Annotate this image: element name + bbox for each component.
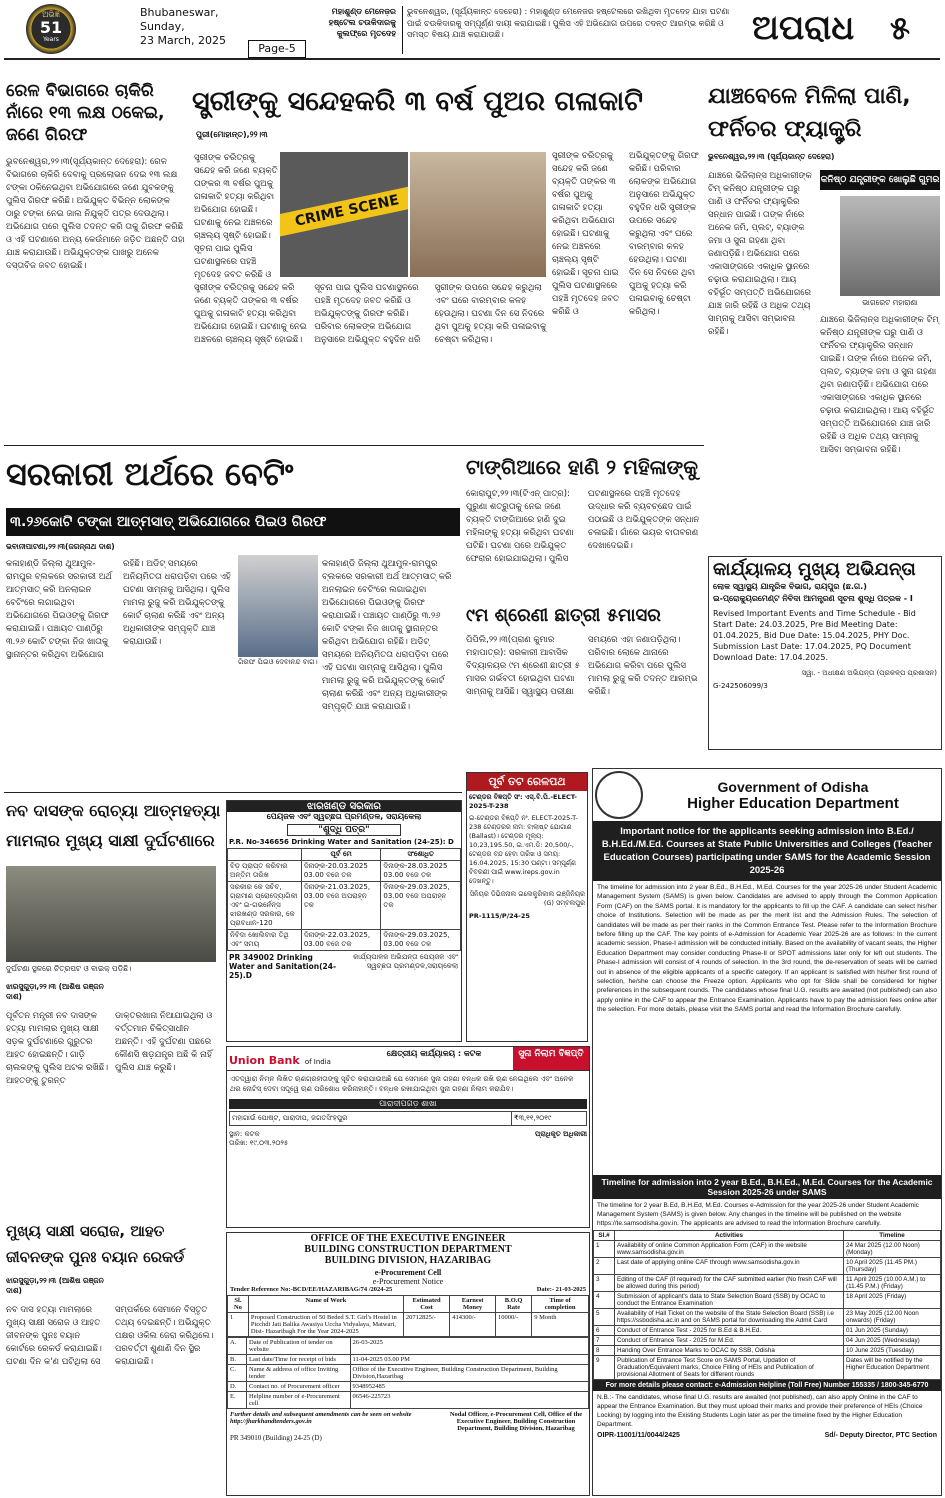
- ad-odisha-higher-education: [592, 768, 942, 1496]
- ad-jharkhand-table: [227, 848, 461, 951]
- article-body-witness-accident: ପୂର୍ବତନ ମନ୍ତ୍ରୀ ନବ ଦାସଙ୍କ ହତ୍ୟା ମାମଲାର ମୁଖ୍ୟ ସାକ୍ଷୀ ସଡ଼କ ଦୁର୍ଘଟଣାରେ ଗୁରୁତର ଆହତ ହୋଇଛନ୍ତି। ଗାଡ଼ି ଚାଲକଙ୍କୁ ପୁଲିସ ଅଟକ ରଖିଛି। ଆହତଙ୍କୁ ତୁରନ୍ତ ଡାକ୍ତରଖାନା ନିଆଯାଇଥିଲା ଓ ବର୍ତ୍ତମାନ ଚିକିତ୍ସାଧୀନ ଅଛନ୍ତି। ଏହି ଦୁର୍ଘଟଣା ପଛରେ କୌଣସି ଷଡ଼ଯନ୍ତ୍ର ଅଛି କି ନାହିଁ ପୁଲିସ ଯାଞ୍ଚ କରୁଛି।: [6, 1011, 213, 1086]
- crime-scene-tape: CRIME SCENE: [280, 185, 408, 238]
- subhead-betting: ୩.୨୬କୋଟି ଟଙ୍କା ଆତ୍ମସାତ୍ ଅଭିଯୋଗରେ ପିଇଓ ଗିରଫ: [6, 508, 460, 536]
- table-row: 1 Proposed Construction of 50 Beded S.T. Girl's Hostel in Picchdi Jati Balika Awasiya Uccha Vidyalaya, Matwari, Dist- Hazaribagh For the Year 2024-2025 20712825/- 414300/- 10000/- 9 Month: [228, 1313, 589, 1337]
- article-body-axe-murder: କୋରାପୁଟ,୨୨।୩(ଟିଏନ୍ ପାତ୍ର): ପୁରୁଣା ଶତ୍ରୁତାକୁ ନେଇ ଜଣେ ବ୍ୟକ୍ତି ଟାଙ୍ଗିଆରେ ହାଣି ଦୁଇ ମହିଳାଙ୍କୁ ହତ୍ୟା କରିଥିବା ଘଟଣା ଘଟିଛି। ଘଟଣା ପରେ ଅଭିଯୁକ୍ତ ଫେରାର ହୋଇଯାଇଥିଲା। ପୁଲିସ ଘଟଣାସ୍ଥଳରେ ପହଞ୍ଚି ମୃତଦେହ ଉଦ୍ଧାର କରି ବ୍ୟବଚ୍ଛେଦ ପାଇଁ ପଠାଇଛି ଓ ଅଭିଯୁକ୍ତଙ୍କ ସନ୍ଧାନ ଚଳାଇଛି। ଗାଁରେ ଭୟର ବାତାବରଣ ଦେଖାଦେଇଛି।: [466, 489, 700, 564]
- page-label: Page-5: [248, 40, 306, 58]
- table-row: ନିବିଦା ଖୋଲିବାର ତିଥି ଏବଂ ସମୟ ଦିନାଙ୍କ-22.03.2025, 03.00 ବଜେ ତକ ଦିନାଙ୍କ-29.03.2025, 03.00 ବଜେ ତକ: [228, 930, 461, 951]
- ad-railway-title: ପୂର୍ବ ତଟ ରେଳପଥ: [467, 773, 587, 791]
- odisha-timeline-title: Timeline for admission into 2 year B.Ed., B.H.Ed., M.Ed. Courses for the Academic Session 2025-26 under SAMS: [593, 1175, 941, 1199]
- table-row: B. Last date/Time for receipt of bids 11-04-2025 03.00 PM: [228, 1355, 589, 1365]
- hazaribag-cell: e-Procurement Cell: [374, 1268, 442, 1277]
- engineer-tag: କନିଷ୍ଠ ଯନ୍ତ୍ରୀଙ୍କ ଖୋଲୁଛି ଗୁମର: [820, 170, 940, 190]
- date: 23 March, 2025: [140, 34, 227, 47]
- union-bank-office: କ୍ଷେତ୍ରୀୟ କାର୍ଯ୍ୟାଳୟ : କଟକ: [386, 1049, 482, 1058]
- headline-witness-accident: ନବ ଦାସଙ୍କ ରୋଚ୍ୟା ଆତ୍ମହତ୍ୟା ମାମଲାର ମୁଖ୍ୟ ସାକ୍ଷୀ ଦୁର୍ଘଟଣାରେ: [6, 801, 221, 850]
- teaser-text: ଭୁବନେଶ୍ୱର, (ସୂର୍ଯ୍ୟକାନ୍ତ ଦେହେରା) : ମହାଶୁଣ୍ଡ ମେନେଜର ହଷ୍ଟେଲରେ ରଖିଥିବା ମୃତଦେହ ଯାହା ଘଟଣା ପାଇଁ ଚଉକିଦାରକୁ ସମ୍ପୂର୍ଣ୍ଣ ଦାୟୀ କରାଯାଇଛି। ପୁଲିସ ଏହି ଅଭିଯୋଗ ଉପରେ ତଦନ୍ତ ଆରମ୍ଭ କରିଛି ଓ ସମସ୍ତ ବିଷୟ ଯାଞ୍ଚ କରାଯାଉଛି।: [402, 6, 739, 54]
- headline-axe-murder: ଟାଙ୍ଗିଆରେ ହାଣି ୨ ମହିଳାଙ୍କୁ: [466, 455, 699, 479]
- table-row: ସରକାର କେ ସଚିବ, ଗ୍ରାମୀଣ ପ୍ରୋଦ୍ୟୋଗିକୀ ଏବଂ ଇ-ଗଭର୍ନେନ୍ସ ଝାରଖଣ୍ଡ ସରକାର, କେ ପ୍ରାବଧାନ-120 ଦିନାଙ୍କ-21.03.2025, 03.00 ବଜେ ଅପରାହ୍ନ ତକ ଦିନାଙ୍କ-29.03.2025, 03.00 ବଜେ ଅପରାହ୍ନ ତକ: [228, 882, 461, 930]
- page-number: ୫: [890, 9, 910, 47]
- day: Sunday,: [140, 20, 185, 33]
- teaser-label: ମହାଶୁଣ୍ଡ ମେନେଜ଼ର ହଷ୍ଟେଲ ଚଉକିଦାରକୁ କୁଲଫ୍ରେ ମୃତଦେହ: [328, 7, 396, 38]
- ad-hazaribag: [226, 1232, 590, 1496]
- table-row: ବିଡ଼ ପ୍ରାପ୍ତ କରିବାର ଅନ୍ତିମ ତାରିଖ ଦିନାଙ୍କ-20.03.2025 03.00 ବଜେ ତକ ଦିନାଙ୍କ-28.03.2025 03.00 ବଜେ ତକ: [228, 861, 461, 882]
- dateline-engineer-raid: ଭୁବନେଶ୍ୱର,୨୨।୩ (ସୂର୍ଯ୍ୟକାନ୍ତ ଦେହେରା): [708, 152, 835, 161]
- ad-raipur-title: କାର୍ଯ୍ୟାଳୟ ମୁଖ୍ୟ ଅଭିଯନ୍ତା: [713, 559, 916, 580]
- ad-jharkhand-sub: ପେୟଜଳ ଏବଂ ସ୍ୱଚ୍ଛତା ପ୍ରମଣ୍ଡଳ, ସରାୟକେଲା: [266, 812, 422, 821]
- dateline-witness-statement: ଝାରସୁଗୁଡ଼ା,୨୨।୩ (ଆଶିଷ ରଞ୍ଜନ ଦାଶ): [6, 1276, 104, 1295]
- headline-child-murder: ସ୍ତ୍ରୀଙ୍କୁ ସନ୍ଦେହକରି ୩ ବର୍ଷ ପୁଅର ଗଳାକାଟି: [192, 86, 643, 117]
- ad-railway-code: PR-1115/P/24-25: [469, 912, 530, 920]
- ad-raipur-body: Revised Important Events and Time Schedule - Bid Start Date: 24.03.2025, Pre Bid Meeting Date: 01.04.2025, Bid Due Date: 15.04.2025, PHY Doc. Submission Last Date: 17.04.2025, PQ Document Download Date: 17.04.2025.: [713, 609, 916, 662]
- hazaribag-table: Sl. No Name of Work Estimated Cost Earnest Money B.O.Q Rate Time of completion 1 Proposed Construction of 50 Beded S.T. Girl's Hostel in Picchdi Jati Balika Awasiya Uccha Vidyalaya, Matwari, Dist- Hazaribagh For the Year 2024-2025 20712825/- 414300/- 10000/- 9 Month: [227, 1295, 589, 1337]
- headline-student-pregnant: ୯ମ ଶ୍ରେଣୀ ଛାତ୍ରୀ ୫ମାସର: [466, 605, 661, 626]
- table-row: 4 Submission of applicant's data to State Selection Board (SSB) by OCAC to conduct the Entrance Examination 18 April 2025 (Friday): [594, 1292, 941, 1309]
- hazaribag-items: [227, 1337, 589, 1409]
- ad-raipur-sub1: ଲୋକ ସ୍ୱାସ୍ଥ୍ୟ ଯାନ୍ତ୍ରିକ ବିଭାଗ, ରାୟପୁର (ଛ.ଗ.): [713, 582, 867, 591]
- article-body-witness-statement: ନବ ଦାସ ହତ୍ୟା ମାମଲାରେ ମୁଖ୍ୟ ସାକ୍ଷୀ ସରୋଜ ଓ ଆହତ ଜୀବନଙ୍କ ପୁନଃ ବୟାନ କୋର୍ଟରେ ରେକର୍ଡ କରାଯାଇଛି। ଘଟଣା ଦିନ କ'ଣ ଘଟିଥିଲା ସେ ସମ୍ପର୍କରେ ସେମାନେ ବିସ୍ତୃତ ତଥ୍ୟ ଦେଇଛନ୍ତି। ଅଭିଯୁକ୍ତ ପକ୍ଷର ଓକିଲ ଜେରା କରିଥିଲେ। ପରବର୍ତ୍ତୀ ଶୁଣାଣି ଦିନ ସ୍ଥିର କରାଯାଇଛି।: [6, 1305, 214, 1367]
- union-bank-row: ମହାଗାଉଁ ପୋଷ୍ଟ, ପାରାଦୀପ, ଜଗତସିଂହପୁର: [232, 1114, 348, 1122]
- engineer-photo: [840, 196, 940, 296]
- hazaribag-title2: BUILDING CONSTRUCTION DEPARTMENT: [304, 1244, 512, 1255]
- table-row: D. Contact no. of Procurement officer 9348952485: [228, 1382, 589, 1392]
- article-body-betting-1: କଳାହାଣ୍ଡି ଜିଲ୍ଲା ଥୁଆମୁଳ-ରାମପୁର ବ୍ଲକରେ ସରକାରୀ ଅର୍ଥ ଆତ୍ମସାତ୍ କରି ଅନଲାଇନ ବେଟିଂରେ ଲଗାଇଥିବା ଅଭିଯୋଗରେ ପିଇଓଙ୍କୁ ଗିରଫ କରାଯାଇଛି। ପଞ୍ଚାୟତ ପାଣ୍ଠିରୁ ୩.୨୬ କୋଟି ଟଙ୍କା ନିଜ ଖାତାକୁ ସ୍ଥାନାନ୍ତର କରିଥିବା ଅଭିଯୋଗ ରହିଛି। ଅଡିଟ୍ ସମୟରେ ଅନିୟମିତତା ଧରାପଡ଼ିବା ପରେ ଏହି ଘଟଣା ସାମ୍ନାକୁ ଆସିଥିଲା। ପୁଲିସ ମାମଲା ରୁଜୁ କରି ଅଭିଯୁକ୍ତଙ୍କୁ କୋର୍ଟ ଚାଲାଣ କରିଛି ଏବଂ ଅନ୍ୟ ଅଧିକାରୀଙ୍କ ସମ୍ପୃକ୍ତି ଯାଞ୍ଚ କରାଯାଉଛି।: [6, 559, 231, 660]
- odisha-timeline-intro: The timeline for 2 year B.Ed, B.H.Ed, M.Ed. Courses e-Admission for the year 2025-26 under Student Academic Management System (SAMS) is given below. Any changes in the timeline will be published on the website https://te.samsodisha.gov.in. The applicants are advised to read the Information Brochure carefully.: [597, 1202, 919, 1227]
- odisha-title1: Government of Odisha: [717, 778, 869, 795]
- union-bank-sub: of India: [304, 1058, 331, 1066]
- article-body-child-murder-3: ସ୍ତ୍ରୀଙ୍କ ଚରିତ୍ରକୁ ସନ୍ଦେହ କରି ଜଣେ ବ୍ୟକ୍ତି ତାଙ୍କର ୩ ବର୍ଷର ପୁଅକୁ ଗଳାକାଟି ହତ୍ୟା କରିଥିବା ଅଭିଯୋଗ ହୋଇଛି। ଘଟଣାକୁ ନେଇ ଅଞ୍ଚଳରେ ଚାଞ୍ଚଲ୍ୟ ସୃଷ୍ଟି ହୋଇଛି। ସୂଚନା ପାଇ ପୁଲିସ ଘଟଣାସ୍ଥଳରେ ପହଞ୍ଚି ମୃତଦେହ ଜବତ କରିଛି ଓ ଅଭିଯୁକ୍ତଙ୍କୁ ଗିରଫ କରିଛି। ପରିବାର ଲୋକଙ୍କ ଅଭିଯୋଗ ଅନୁସାରେ ଅଭିଯୁକ୍ତ ବହୁଦିନ ଧରି ସ୍ତ୍ରୀଙ୍କ ଉପରେ ସନ୍ଦେହ କରୁଥିଲା ଏବଂ ଘରେ ବାରମ୍ବାର କଳହ ହେଉଥିଲା। ଘଟଣା ଦିନ ସେ ନିଦରେ ଥିବା ପୁଅକୁ ହତ୍ୟା କରି ପଳାଇବାକୁ ଚେଷ୍ଟା କରିଥିଲା।: [552, 151, 699, 317]
- logo-number: 51: [39, 18, 63, 37]
- jharkhand-col-new: ସଂଶୋଧିତ: [381, 849, 461, 861]
- odisha-body: The timeline for admission into 2 year B.Ed., B.H.Ed., M.Ed. Courses for the year 2025-26 under Student Academic Management System (SAMS) is given below. Candidates are advised to apply through the Common Application Form (CAF) on the SAMS portal. It is mandatory for the applicants to fill up the CAF. A candidate can select his/her choice of Institutions. Selection will be made as per the merit list and the Admission Rules. The selection of candidates will be made as per their ranks in the Common Entrance Test. Please refer to the Information Brochure before filling up the CAF. The key points of e-Admission for Academic Year 2025-26 are as follows: In the current academic session, Phase-I admission will be conducted initially. Based on the availability of vacant seats, the Higher Education Department may consider conducting Phase-II or SPOT admissions later only for left out students. The Phase-I admission will consist of 4 rounds of selection. In the 3rd round, the de-reservation of seats will be carried out in absence of the eligible applicants of a specific category. If an applicant is satisfied with his/her first round of selection, he/she can choose the Freeze option. Applicants who opt for Slide shall be considered for higher preferences in the subsequent rounds. The candidates whose final U.G. results are awaited (not published) can also apply online in the CAF to appear the Entrance Examination. Applicants have to pay the admission fees online after the selection. For more details, please visit the SAMS portal and read the Information Brochure carefully.: [597, 884, 937, 1014]
- ad-jharkhand: [226, 800, 462, 1042]
- jharkhand-col-old: ପୂର୍ବ ମେ: [301, 849, 381, 861]
- union-bank-sign: ପ୍ରାଧିକୃତ ଅଧିକାରୀ: [534, 1130, 587, 1138]
- newspaper-logo: [26, 4, 76, 54]
- table-row: 6 Conduct of Entrance Test - 2025 for B.Ed & B.H.Ed. 01 Jun 2025 (Sunday): [594, 1326, 941, 1336]
- crime-scene-photo: [280, 152, 408, 277]
- odisha-helpline: For more details please contact: e-Admission Helpline (Toll Free) Number 155335 / 1800-345-6770: [593, 1380, 941, 1391]
- betting-accused-photo: [238, 555, 318, 657]
- dateline-betting: ଭବାନୀପାଟଣା,୨୨।୩(ଜଗନ୍ନାଥ ଦାଶ): [6, 542, 115, 551]
- table-row: 8 Handing Over Entrance Marks to OCAC by SSB, Odisha 10 June 2025 (Tuesday): [594, 1346, 941, 1356]
- article-body-engineer-raid-1: ଯାଞ୍ଚରେ ଭିଜିଲାନ୍ସ ଅଧିକାରୀଙ୍କ ଟିମ୍ କନିଷ୍ଠ ଯନ୍ତ୍ରୀଙ୍କ ଘରୁ ପାଣି ଓ ଫର୍ନିଚର ଫ୍ୟାକ୍ଟ୍ରିର ସନ୍ଧାନ ପାଇଛି। ତାଙ୍କ ନାଁରେ ଅନେକ ଜମି, ପ୍ଲଟ୍, ବ୍ୟାଙ୍କ ଜମା ଓ ସୁନା ଗହଣା ଥିବା ଜଣାପଡ଼ିଛି। ଅଭିଯୋଗ ପରେ ଏକାସାଙ୍ଗରେ ଏକାଧିକ ସ୍ଥାନରେ ଚଢ଼ାଉ କରାଯାଇଥିଲା। ଆୟ ବହିର୍ଭୂତ ସମ୍ପତ୍ତି ଅଭିଯୋଗରେ ଯାଞ୍ଚ ଜାରି ରହିଛି ଓ ଅଧିକ ତଥ୍ୟ ସାମ୍ନାକୁ ଆସିବା ସମ୍ଭାବନା ରହିଛି।: [708, 171, 812, 337]
- article-body-engineer-raid-2: ଯାଞ୍ଚରେ ଭିଜିଲାନ୍ସ ଅଧିକାରୀଙ୍କ ଟିମ୍ କନିଷ୍ଠ ଯନ୍ତ୍ରୀଙ୍କ ଘରୁ ପାଣି ଓ ଫର୍ନିଚର ଫ୍ୟାକ୍ଟ୍ରିର ସନ୍ଧାନ ପାଇଛି। ତାଙ୍କ ନାଁରେ ଅନେକ ଜମି, ପ୍ଲଟ୍, ବ୍ୟାଙ୍କ ଜମା ଓ ସୁନା ଗହଣା ଥିବା ଜଣାପଡ଼ିଛି। ଅଭିଯୋଗ ପରେ ଏକାସାଙ୍ଗରେ ଏକାଧିକ ସ୍ଥାନରେ ଚଢ଼ାଉ କରାଯାଇଥିଲା। ଆୟ ବହିର୍ଭୂତ ସମ୍ପତ୍ତି ଅଭିଯୋଗରେ ଯାଞ୍ଚ ଜାରି ରହିଛି ଓ ଅଧିକ ତଥ୍ୟ ସାମ୍ନାକୁ ଆସିବା ସମ୍ଭାବନା ରହିଛି।: [820, 315, 939, 455]
- logo-sub: Years: [43, 36, 59, 43]
- article-body-student-pregnant: ପିପିଲି,୨୨।୩(ପ୍ରାଣ କୁମାର ମହାପାତ୍ର): ସରକାରୀ ଆବାସିକ ବିଦ୍ୟାଳୟର ୯ମ ଶ୍ରେଣୀ ଛାତ୍ରୀ ୫ ମାସର ଗର୍ଭବତୀ ହୋଇଥିବା ଘଟଣା ସାମ୍ନାକୁ ଆସିଛି। ସ୍ୱାସ୍ଥ୍ୟ ପରୀକ୍ଷା ସମୟରେ ଏହା ଜଣାପଡ଼ିଥିଲା। ପରିବାର ଲୋକେ ଥାନାରେ ଅଭିଯୋଗ କରିବା ପରେ ପୁଲିସ ମାମଲା ରୁଜୁ କରି ତଦନ୍ତ ଆରମ୍ଭ କରିଛି।: [466, 635, 698, 697]
- odisha-title2: Higher Education Department: [687, 794, 899, 812]
- union-bank-branch: ପାରାଦୀପଗଡ଼ ଶାଖା: [229, 1099, 587, 1109]
- union-bank-name: Union Bank: [229, 1054, 300, 1067]
- ad-jharkhand-ref: P.R. No-346656 Drinking Water and Sanitation (24-25): D: [229, 838, 454, 846]
- ad-raipur-code: G-242506099/3: [713, 682, 768, 690]
- table-row: 1 Availability of online Common Application Form (CAF) in the website www.samsodisha.gov.in 24 Mar 2025 (12.00 Noon) (Monday): [594, 1241, 941, 1258]
- masthead-rule: [4, 58, 940, 60]
- ad-jharkhand-footer: PR 349002 Drinking Water and Sanitation(24-25).D: [229, 953, 337, 980]
- masthead-dateline: [140, 6, 250, 56]
- hazaribag-code: PR 349010 (Building) 24-25 (D): [230, 1434, 322, 1442]
- accident-photo-caption: ଦୁର୍ଘଟଣା ସ୍ଥଳରେ ଚିତ୍ରପଟ ଓ ବାଇକ୍ ପଡ଼ିଛି।: [6, 964, 132, 973]
- ad-union-bank: [226, 1046, 590, 1228]
- ad-railway: [466, 772, 588, 1042]
- ad-jharkhand-footer-right: କାର୍ଯ୍ୟପାଳକ ଅଭିଯନ୍ତା ପେୟଜଳ ଏବଂ ସ୍ୱଚ୍ଛତା ପ୍ରମଣ୍ଡଳ,ସରାୟକେଲା: [353, 953, 459, 970]
- article-body-railway-fraud: ଭୁବନେଶ୍ୱର,୨୨।୩(ସୂର୍ଯ୍ୟକାନ୍ତ ଦେହେରା): ରେଳ ବିଭାଗରେ ଚାକିରି ଦେବାକୁ ପ୍ରଲୋଭନ ଦେଇ ୧୩ ଲକ୍ଷ ଟଙ୍କା ଠକିନେଇଥିବା ଅଭିଯୋଗରେ ଜଣେ ଯୁବକଙ୍କୁ ପୁଲିସ ଗିରଫ କରିଛି। ଅଭିଯୁକ୍ତ ବିଭିନ୍ନ ଲୋକଙ୍କ ଠାରୁ ଟଙ୍କା ନେଇ ଜାଲ ନିଯୁକ୍ତି ପତ୍ର ଦେଉଥିଲା। ଅଭିଯୋଗ ପରେ ପୁଲିସ ତଦନ୍ତ କରି ତାକୁ ଗିରଫ କରିଛି ଓ ଏହି ଘଟଣାରେ ଅନ୍ୟ କେଉଁମାନେ ଜଡ଼ିତ ଅଛନ୍ତି ତାହା ଯାଞ୍ଚ କରାଯାଉଛି। ଅଭିଯୁକ୍ତଙ୍କ ପାଖରୁ ଅନେକ ଦସ୍ତାବିଜ ଜବତ ହୋଇଛି।: [6, 157, 185, 271]
- union-bank-place: ସ୍ଥାନ: କଟକ: [229, 1130, 260, 1138]
- ad-jharkhand-notice: "ଶୁଦ୍ଧି ପତ୍ର": [287, 824, 401, 836]
- hazaribag-ref: Tender Reference No:-BCD/EE/HAZARIBAG/74 /2024-25: [230, 1286, 393, 1293]
- dateline-witness-accident: ଝାରସୁଗୁଡ଼ା,୨୨।୩ (ଆଶିଷ ରଞ୍ଜନ ଦାଶ): [6, 982, 104, 1001]
- hazaribag-title1: OFFICE OF THE EXECUTIVE ENGINEER: [310, 1233, 506, 1244]
- table-row: A. Date of Publication of tender on website 26-03-2025: [228, 1338, 589, 1355]
- headline-engineer-raid: ଯାଞ୍ଚବେଳେ ମିଳିଲା ପାଣି, ଫର୍ନିଚର ଫ୍ୟାକ୍ଟ୍ରି: [708, 84, 911, 142]
- ad-railway-sign: ସିନିୟର ଡିଭିଜନାଲ ଇଲେକ୍ଟ୍ରିକାଲ ଇଞ୍ଜିନିୟର (G) ସମ୍ବଲପୁର: [469, 890, 585, 907]
- article-body-betting-2: କଳାହାଣ୍ଡି ଜିଲ୍ଲା ଥୁଆମୁଳ-ରାମପୁର ବ୍ଲକରେ ସରକାରୀ ଅର୍ଥ ଆତ୍ମସାତ୍ କରି ଅନଲାଇନ ବେଟିଂରେ ଲଗାଇଥିବା ଅଭିଯୋଗରେ ପିଇଓଙ୍କୁ ଗିରଫ କରାଯାଇଛି। ପଞ୍ଚାୟତ ପାଣ୍ଠିରୁ ୩.୨୬ କୋଟି ଟଙ୍କା ନିଜ ଖାତାକୁ ସ୍ଥାନାନ୍ତର କରିଥିବା ଅଭିଯୋଗ ରହିଛି। ଅଡିଟ୍ ସମୟରେ ଅନିୟମିତତା ଧରାପଡ଼ିବା ପରେ ଏହି ଘଟଣା ସାମ୍ନାକୁ ଆସିଥିଲା। ପୁଲିସ ମାମଲା ରୁଜୁ କରି ଅଭିଯୁକ୍ତଙ୍କୁ କୋର୍ଟ ଚାଲାଣ କରିଛି ଏବଂ ଅନ୍ୟ ଅଧିକାରୀଙ୍କ ସମ୍ପୃକ୍ତି ଯାଞ୍ଚ କରାଯାଉଛି।: [322, 559, 452, 712]
- table-row: 3 Editing of the CAF (if required) for the CAF submitted earlier (No fresh CAF will be allowed during this period) 11 April 2025 (10.00 A.M.) to (11.45 P.M.) (Friday): [594, 1275, 941, 1292]
- dateline-child-murder: ପୁରୀ(ମୋହାନ୍ତ),୨୨।୩: [196, 130, 268, 139]
- logo-word: ଅଭିଜ୍ଞ: [42, 10, 60, 19]
- article-body-child-murder-2: ସ୍ତ୍ରୀଙ୍କ ଚରିତ୍ରକୁ ସନ୍ଦେହ କରି ଜଣେ ବ୍ୟକ୍ତି ତାଙ୍କର ୩ ବର୍ଷର ପୁଅକୁ ଗଳାକାଟି ହତ୍ୟା କରିଥିବା ଅଭିଯୋଗ ହୋଇଛି। ଘଟଣାକୁ ନେଇ ଅଞ୍ଚଳରେ ଚାଞ୍ଚଲ୍ୟ ସୃଷ୍ଟି ହୋଇଛି। ସୂଚନା ପାଇ ପୁଲିସ ଘଟଣାସ୍ଥଳରେ ପହଞ୍ଚି ମୃତଦେହ ଜବତ କରିଛି ଓ ଅଭିଯୁକ୍ତଙ୍କୁ ଗିରଫ କରିଛି। ପରିବାର ଲୋକଙ୍କ ଅଭିଯୋଗ ଅନୁସାରେ ଅଭିଯୁକ୍ତ ବହୁଦିନ ଧରି ସ୍ତ୍ରୀଙ୍କ ଉପରେ ସନ୍ଦେହ କରୁଥିଲା ଏବଂ ଘରେ ବାରମ୍ବାର କଳହ ହେଉଥିଲା। ଘଟଣା ଦିନ ସେ ନିଦରେ ଥିବା ପୁଅକୁ ହତ୍ୟା କରି ପଳାଇବାକୁ ଚେଷ୍ଟା କରିଥିଲା।: [194, 283, 547, 345]
- table-row: 5 Availability of Hall Ticket on the website of the State Selection Board (SSB) i.e https://ssbodisha.ac.in and on SAMS portal for downloading the Admit Card 23 May 2025 (12.00 Noon onwards) (Friday): [594, 1309, 941, 1326]
- ad-jharkhand-title: ଝାରଖଣ୍ଡ ସରକାର: [227, 801, 461, 812]
- union-bank-date: ତାରିଖ: ୧୯.୦୩.୨୦୨୫: [229, 1139, 289, 1147]
- table-row: 9 Publication of Entrance Test Score on SAMS Portal, Updation of Graduation/Equivalent marks, Choice Filling of HEIs and Publication of provisional Allotment of Seats for different rounds Dates will be notified by the Higher Education Department: [594, 1356, 941, 1380]
- city: Bhubaneswar,: [140, 6, 219, 19]
- union-bank-body: ଏତଦ୍ୱାରା ନିମ୍ନ ଲିଖିତ ଋଣଗ୍ରହୀତାଙ୍କୁ ସୂଚିତ କରାଯାଉଅଛି ଯେ ସେମାନେ ସୁନା ଗହଣା ବନ୍ଧକ ରଖି ଋଣ ନେଇଥିଲେ ଏବଂ ଅନେକ ଥର ନୋଟିସ୍ ଦେବା ସତ୍ତ୍ୱେ ଋଣ ପରିଶୋଧ କରିନାହାନ୍ତି। ବନ୍ଧକ ରଖାଯାଇଥିବା ସୁନା ଗହଣା ନିଲାମ କରାଯିବ।: [230, 1075, 574, 1093]
- child-photo: [410, 152, 546, 277]
- hazaribag-date: Date:- 21-03-2025: [536, 1286, 586, 1293]
- odisha-nb: N.B.:- The candidates, whose final U.G. results are awaited (not published), can also apply Online in the CAF to appear the Entrance Examination. But they must upload their marks and provide their preference of HEIs (Choice Locking) by logging into the Existing Students Login later as per the timeline fixed by the Higher Education Department.: [597, 1394, 923, 1428]
- table-row: E. Helpline number of e-Procurement cell 06546-225723: [228, 1392, 589, 1409]
- section-title: ଅପରାଧ: [752, 8, 855, 48]
- article-body-child-murder-1: ସ୍ତ୍ରୀଙ୍କ ଚରିତ୍ରକୁ ସନ୍ଦେହ କରି ଜଣେ ବ୍ୟକ୍ତି ତାଙ୍କର ୩ ବର୍ଷର ପୁଅକୁ ଗଳାକାଟି ହତ୍ୟା କରିଥିବା ଅଭିଯୋଗ ହୋଇଛି। ଘଟଣାକୁ ନେଇ ଅଞ୍ଚଳରେ ଚାଞ୍ଚଲ୍ୟ ସୃଷ୍ଟି ହୋଇଛି। ସୂଚନା ପାଇ ପୁଲିସ ଘଟଣାସ୍ଥଳରେ ପହଞ୍ଚି ମୃତଦେହ ଜବତ କରିଛି ଓ: [194, 153, 278, 280]
- table-row: 7 Conduct of Entrance Test - 2025 for M.Ed. 04 Jun 2025 (Wednesday): [594, 1336, 941, 1346]
- rule-2: [4, 792, 462, 793]
- ad-raipur-sign: ସ୍ୱା. - ଅଧୀକ୍ଷଣ ଅଭିଯନ୍ତା (ପ୍ରକଳ୍ପ ପ୍ରଶାସନ): [801, 669, 937, 677]
- ad-railway-tender: ଟେଣ୍ଡର ବିଜ୍ଞପ୍ତି ସଂ: ଏସ୍.ବି.ପି.-ELECT-2025-T-238: [469, 793, 577, 810]
- ad-raipur-sub2: ଇ-ପ୍ରୋକ୍ୟୁରମେଣ୍ଟ ନିବିଦା ଆମନ୍ତ୍ରଣ ସୂଚନା ଶୁଦ୍ଧି ପତ୍ରକ - I: [713, 594, 913, 603]
- odisha-emblem-icon: [595, 771, 643, 819]
- headline-betting: ସରକାରୀ ଅର୍ଥରେ ବେଟିଂ: [6, 455, 294, 493]
- union-bank-logo: [227, 1047, 355, 1070]
- ad-railway-body: ଇ-ଟେଣ୍ଡର ବିଜ୍ଞପ୍ତି ନଂ. ELECT-2025-T-238 ଟେଣ୍ଡରର ନାମ: ବାଲାଷ୍ଟ ଯୋଗାଣ (Ballast)। ଟେଣ୍ଡର ମୂଲ୍ୟ: 10,23,195.50, ଇ.ଏମ.ଡି: 20,500/-, ଟେଣ୍ଡର ବନ୍ଦ ହେବା ତାରିଖ ଓ ସମୟ: 16.04.2025, 15:30 ଘଣ୍ଟା। ସମ୍ପୂର୍ଣ୍ଣ ବିବରଣୀ ପାଇଁ www.ireps.gov.in ଦେଖନ୍ତୁ।: [469, 814, 578, 885]
- headline-railway-fraud: ରେଳ ବିଭାଗରେ ଚାକିରି ନାଁରେ ୧୩ ଲକ୍ଷ ଠକେଇ, ଜଣେ ଗିରଫ: [6, 81, 165, 145]
- table-row: C. Name & address of office Inviting tender Office of the Executive Engineer, Building Construction Department, Building Division,Hazaribag: [228, 1365, 589, 1382]
- rule-1: [4, 445, 704, 446]
- odisha-banner: Important notice for the applicants seeking admission into B.Ed./ B.H.Ed./M.Ed. Courses at State Public Universities and Colleges (Teacher Education Courses) participating under SAMS for the Academic Session 2025-26: [593, 821, 941, 881]
- table-row: 2 Last date of applying online CAF through www.samsodisha.gov.in 10 April 2025 (11.45 PM.) (Thursday): [594, 1258, 941, 1275]
- hazaribag-notice: e-Procurement Notice: [372, 1277, 444, 1286]
- accident-photo: [6, 866, 216, 962]
- union-bank-amount: ₹୩,୧୧,୨୦୧୯: [511, 1112, 586, 1125]
- odisha-code: OIPR-11001/11/0044/2425: [597, 1432, 680, 1439]
- odisha-sign: Sd/- Deputy Director, PTC Section: [824, 1432, 937, 1439]
- betting-photo-caption: ଗିରଫ ପିଇଓ ଦେବାନନ୍ଦ ବାଗ।: [238, 658, 318, 666]
- hazaribag-title3: BUILDING DIVISION, HAZARIBAG: [324, 1255, 492, 1266]
- headline-witness-statement: ମୁଖ୍ୟ ସାକ୍ଷୀ ସରୋଜ, ଆହତ ଜୀବନଙ୍କ ପୁନଃ ବୟାନ ରେକର୍ଡ: [6, 1222, 185, 1266]
- hazaribag-note: Further details and subsequent amendments can be seen on website http://jharkhandtenders.gov.in: [230, 1411, 412, 1425]
- union-bank-auction: ସୁନା ନିଲାମ ବିଜ୍ଞପ୍ତି: [513, 1047, 589, 1070]
- odisha-timeline-table: Sl.# Activities Timeline 1 Availability of online Common Application Form (CAF) in the website www.samsodisha.gov.in 24 Mar 2025 (12.00 Noon) (Monday) 2 Last date of applying online CAF through www.samsodisha.gov.in 10 April 2025 (11.45 PM.) (Thursday) 3 Editing of the CAF (if required) for the CAF submitted earlier (No fresh CAF will be allowed during this period) 11 April 2025 (10.00 A.M.) to (11.45 P.M.) (Friday) 4 Submission of applicant's data to State Selection Board (SSB) by OCAC to conduct the Entrance Examination 18 April 2025 (Friday) 5 Availability of Hall Ticket on the website of the State Selection Board (SSB) i.e https://ssbodisha.ac.in and on SAMS portal for downloading the Admit Card 23 May 2025 (12.00 Noon onwards) (Friday) 6 Conduct of Entrance Test - 2025 for B.Ed & B.H.Ed. 01 Jun 2025 (Sunday) 7 Conduct of Entrance Test - 2025 for M.Ed. 04 Jun 2025 (Wednesday) 8 Handing Over Entrance Marks to OCAC by SSB, Odisha 10 June 2025 (Tuesday) 9 Publication of Entrance Test Score on SAMS Portal, Updation of Graduation/Equivalent marks, Choice Filling of HEIs and Publication of provisional Allotment of Seats for different rounds Dates will be notified by the Higher Education Department: [593, 1230, 941, 1380]
- ad-raipur: [708, 556, 942, 750]
- hazaribag-sign: Nodal Officer, e-Procurement Cell, Office of the Executive Engineer, Building Construction Department, Building Division, Hazaribag: [449, 1411, 583, 1432]
- engineer-photo-caption: ଭାଗରେଟ ମହାରାଣା: [862, 298, 918, 307]
